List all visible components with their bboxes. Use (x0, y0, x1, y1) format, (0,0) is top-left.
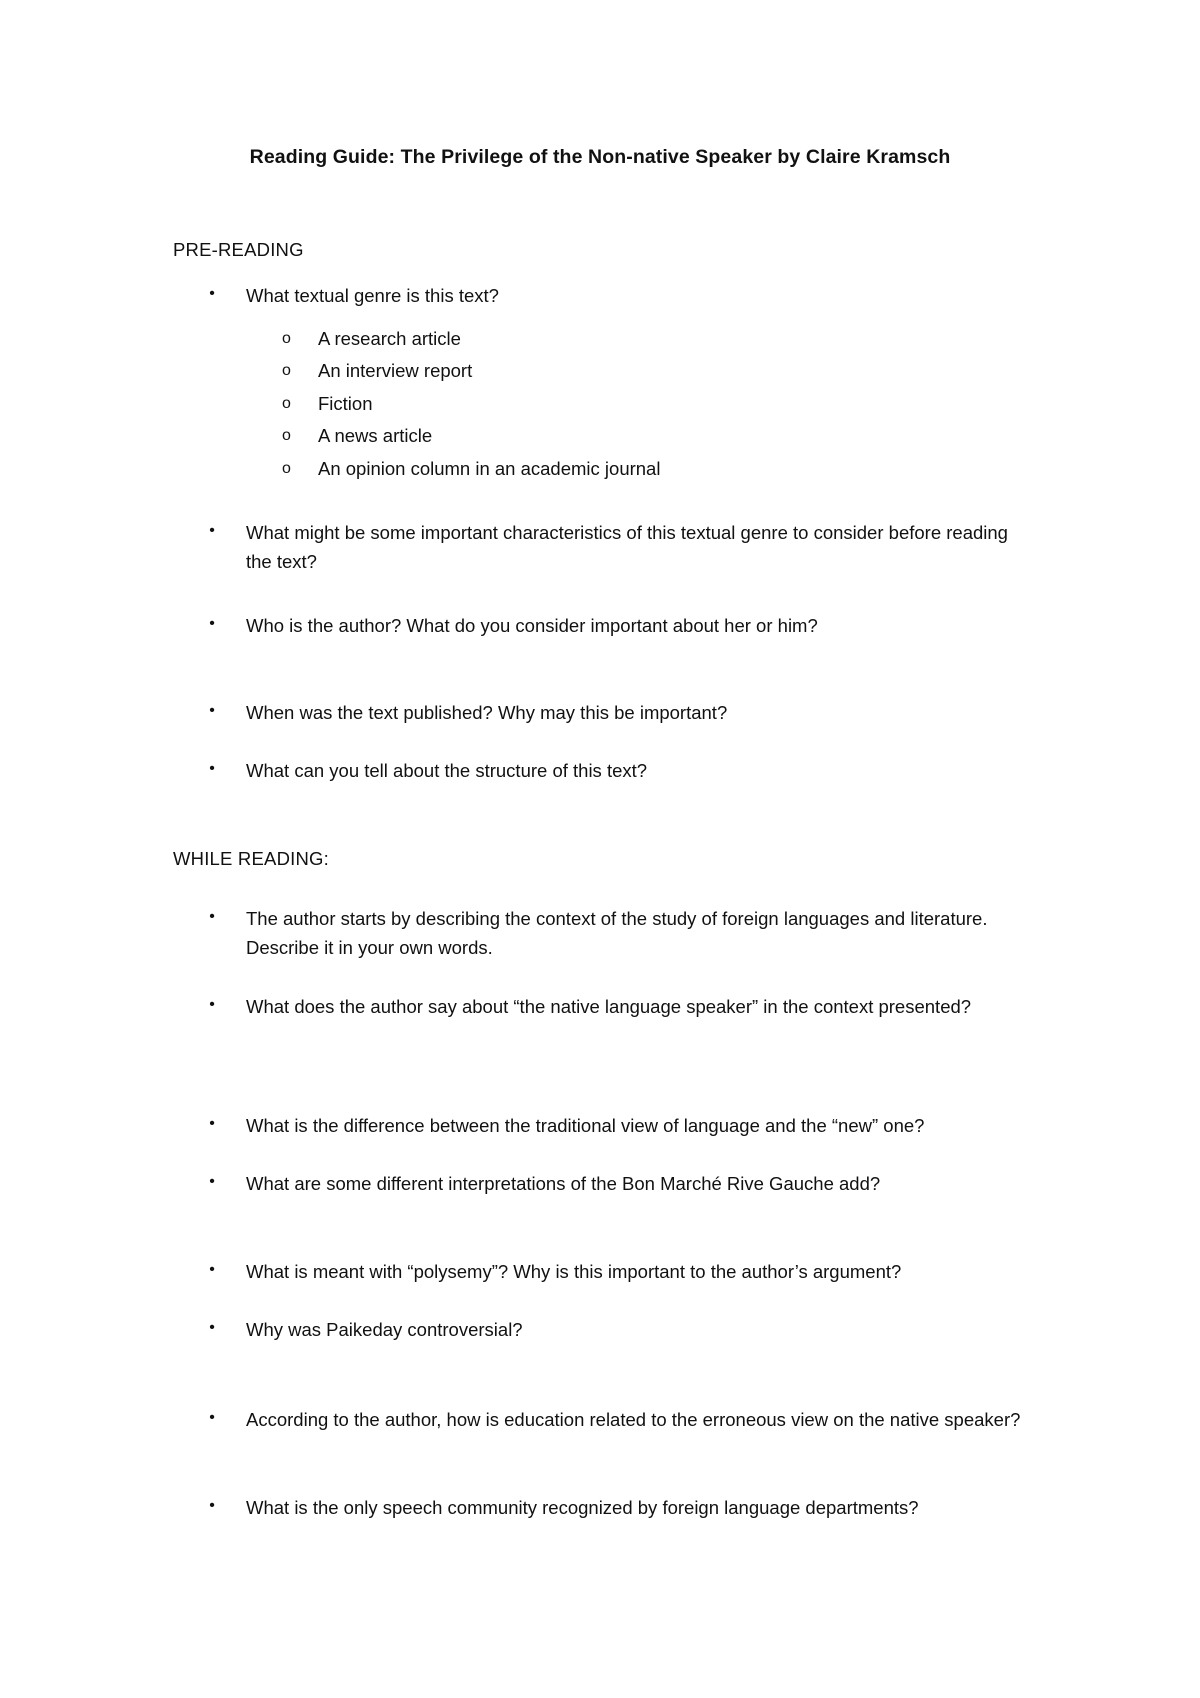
bullet: • (209, 908, 215, 925)
section-heading-while-reading: WHILE READING: (173, 848, 329, 869)
list-item: What is the difference between the traditional view of language and the “new” one? (246, 1115, 925, 1136)
bullet: • (209, 1261, 215, 1278)
genre-option: An opinion column in an academic journal (318, 458, 661, 479)
list-item: What is the only speech community recognized by foreign language departments? (246, 1497, 919, 1518)
list-item: What are some different interpretations of the Bon Marché Rive Gauche add? (246, 1173, 881, 1194)
list-item: Who is the author? What do you consider important about her or him? (246, 615, 818, 636)
list-item: What textual genre is this text? (246, 285, 499, 306)
genre-option: An interview report (318, 360, 473, 381)
genre-option: A research article (318, 328, 461, 349)
sub-marker: o (282, 330, 291, 347)
list-item: The author starts by describing the context of the study of foreign languages and literature. Describe it in your own words. (246, 908, 988, 958)
bullet: • (209, 1115, 215, 1132)
bullet: • (209, 285, 215, 302)
list-item: What is meant with “polysemy”? Why is this important to the author’s argument? (246, 1261, 902, 1282)
list-item: What can you tell about the structure of this text? (246, 760, 648, 781)
bullet: • (209, 1409, 215, 1426)
sub-marker: o (282, 362, 291, 379)
sub-marker: o (282, 427, 291, 444)
list-item: Why was Paikeday controversial? (246, 1319, 523, 1340)
bullet: • (209, 1173, 215, 1190)
list-item: What does the author say about “the native language speaker” in the context presented? (246, 996, 972, 1017)
section-heading-pre-reading: PRE-READING (173, 239, 304, 260)
bullet: • (209, 522, 215, 539)
sub-marker: o (282, 460, 291, 477)
page-title: Reading Guide: The Privilege of the Non-native Speaker by Claire Kramsch (249, 146, 951, 168)
genre-option: Fiction (318, 393, 373, 414)
list-item: When was the text published? Why may this be important? (246, 702, 728, 723)
bullet: • (209, 1497, 215, 1514)
genre-option: A news article (318, 425, 433, 446)
bullet: • (209, 702, 215, 719)
list-item: What might be some important characteristics of this textual genre to consider before reading the text? (246, 522, 1008, 572)
bullet: • (209, 996, 215, 1013)
bullet: • (209, 760, 215, 777)
bullet: • (209, 1319, 215, 1336)
bullet: • (209, 615, 215, 632)
sub-marker: o (282, 395, 291, 412)
list-item: According to the author, how is education related to the erroneous view on the native speaker? (246, 1409, 1021, 1430)
